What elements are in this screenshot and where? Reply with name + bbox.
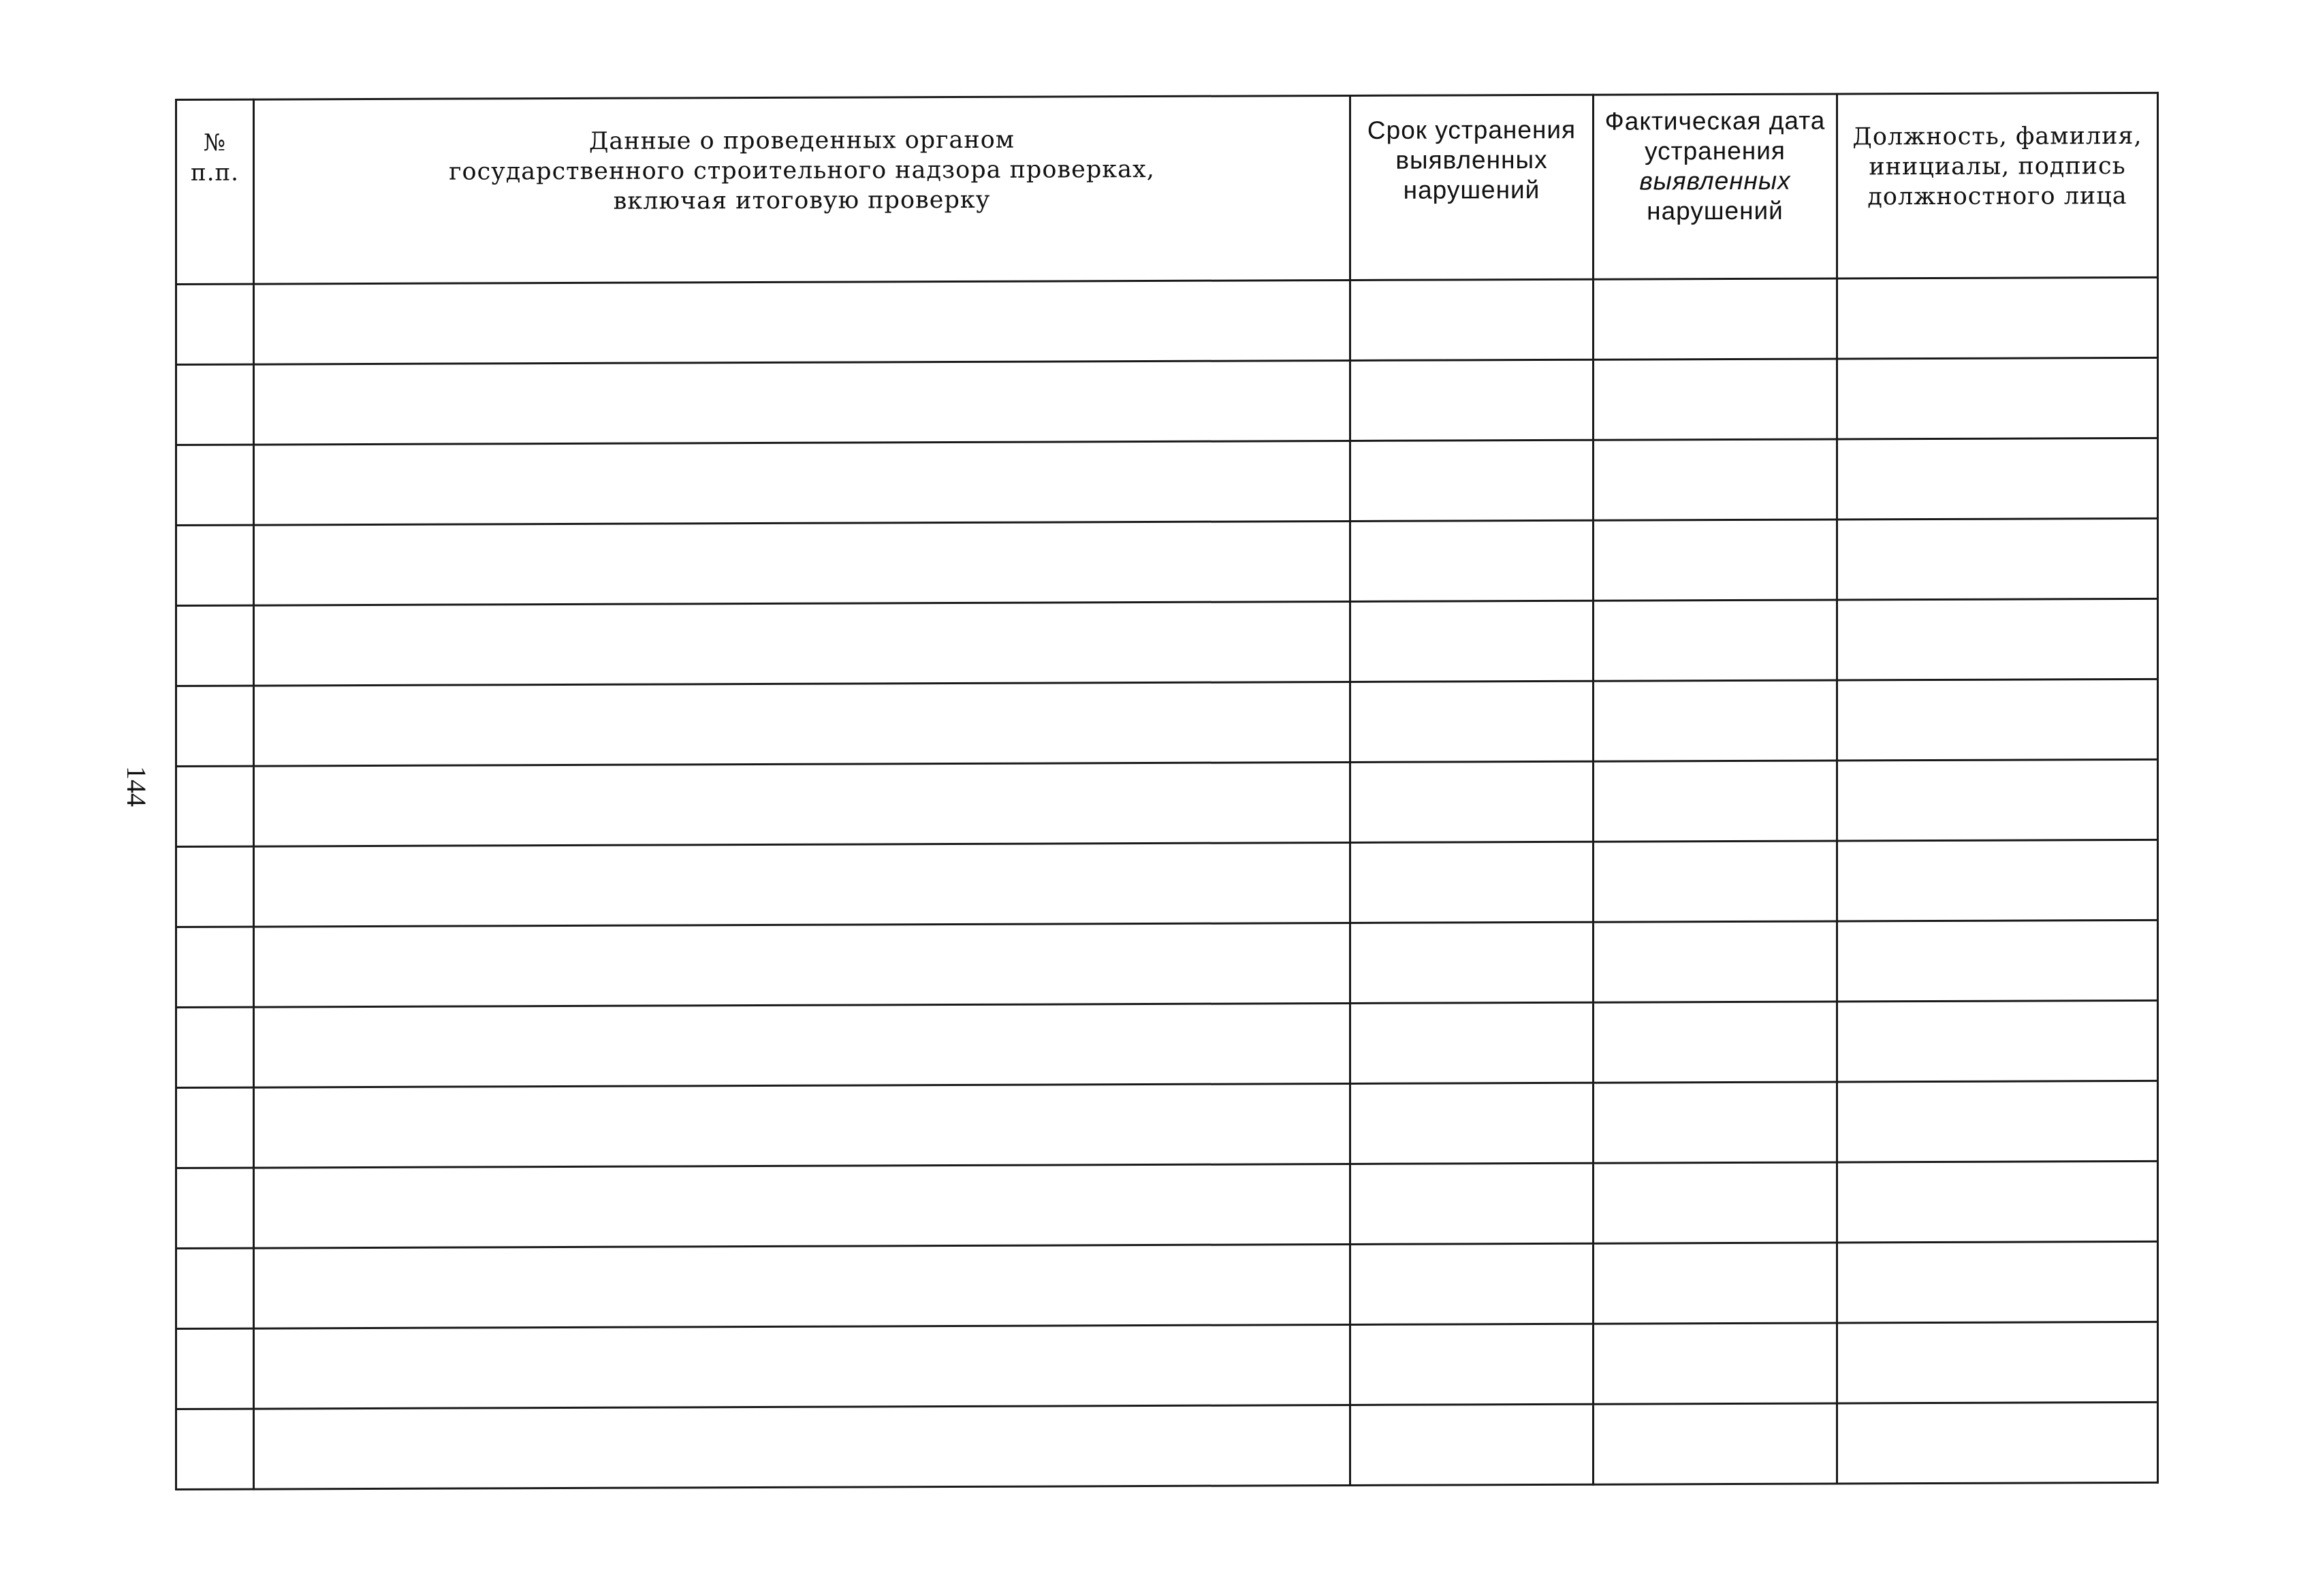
table-cell-official bbox=[1837, 759, 2158, 841]
table-cell-official bbox=[1837, 1322, 2158, 1403]
table-cell-actual bbox=[1594, 359, 1837, 440]
header-line: Данные о проведенных органом bbox=[588, 126, 1015, 155]
header-line: инициалы, подпись bbox=[1869, 153, 2126, 181]
table-cell-num bbox=[176, 686, 254, 766]
header-actual-date bbox=[1594, 94, 1837, 279]
table-row bbox=[176, 920, 2158, 1007]
table-row bbox=[176, 438, 2158, 525]
table-cell-data bbox=[254, 842, 1350, 927]
table-row bbox=[176, 1402, 2158, 1489]
table-cell-data bbox=[254, 682, 1350, 766]
table-cell-actual bbox=[1594, 520, 1837, 601]
table-cell-num bbox=[176, 846, 254, 927]
table-cell-deadline bbox=[1350, 681, 1594, 762]
header-number bbox=[176, 99, 254, 284]
table-cell-deadline bbox=[1350, 1002, 1594, 1083]
table-cell-actual bbox=[1594, 1002, 1837, 1083]
table-cell-data bbox=[254, 1003, 1350, 1087]
table-body bbox=[176, 277, 2158, 1489]
table-cell-num bbox=[176, 284, 254, 364]
header-line: выявленных bbox=[1639, 166, 1791, 195]
header-line: п.п. bbox=[191, 159, 239, 187]
table-cell-num bbox=[176, 1168, 254, 1248]
table-cell-data bbox=[254, 521, 1350, 605]
table-cell-data bbox=[254, 441, 1350, 525]
table-cell-official bbox=[1837, 277, 2158, 359]
table-cell-actual bbox=[1594, 761, 1837, 842]
table-row bbox=[176, 518, 2158, 605]
table-cell-deadline bbox=[1350, 520, 1594, 601]
table-row bbox=[176, 277, 2158, 364]
table-cell-num bbox=[176, 927, 254, 1007]
table-cell-actual bbox=[1594, 1243, 1837, 1324]
table-cell-official bbox=[1837, 1000, 2158, 1082]
table-header-row bbox=[176, 93, 2158, 284]
table-row bbox=[176, 840, 2158, 927]
table-row bbox=[176, 1000, 2158, 1087]
header-official bbox=[1837, 93, 2158, 278]
header-line: включая итоговую проверку bbox=[613, 186, 991, 215]
header-inspection-data bbox=[254, 95, 1350, 284]
header-line: нарушений bbox=[1403, 176, 1540, 204]
table-row bbox=[176, 1322, 2158, 1409]
table-cell-deadline bbox=[1350, 842, 1594, 923]
table-cell-data bbox=[254, 923, 1350, 1007]
table-cell-deadline bbox=[1350, 922, 1594, 1003]
header-line: должностного лица bbox=[1867, 182, 2127, 211]
table-cell-deadline bbox=[1350, 1324, 1594, 1405]
table-cell-num bbox=[176, 445, 254, 525]
header-line: № bbox=[203, 129, 227, 157]
inspection-log-table bbox=[175, 92, 2159, 1490]
page-number: 144 bbox=[121, 766, 152, 807]
table-row bbox=[176, 357, 2158, 445]
table-cell-official bbox=[1837, 598, 2158, 680]
table-cell-deadline bbox=[1350, 440, 1594, 521]
table-cell-official bbox=[1837, 920, 2158, 1002]
table-cell-deadline bbox=[1350, 601, 1594, 682]
table-cell-data bbox=[254, 1244, 1350, 1328]
table-cell-deadline bbox=[1350, 1163, 1594, 1244]
header-line: нарушений bbox=[1647, 196, 1784, 225]
table-cell-official bbox=[1837, 438, 2158, 520]
table-cell-data bbox=[254, 1083, 1350, 1168]
table-cell-actual bbox=[1594, 439, 1837, 520]
table-row bbox=[176, 1161, 2158, 1248]
table-row bbox=[176, 1081, 2158, 1168]
table-cell-num bbox=[176, 605, 254, 686]
table-cell-data bbox=[254, 1164, 1350, 1248]
table-cell-deadline bbox=[1350, 1404, 1594, 1485]
table-cell-deadline bbox=[1350, 360, 1594, 441]
table-cell-num bbox=[176, 364, 254, 445]
table-cell-num bbox=[176, 1328, 254, 1409]
table-cell-num bbox=[176, 525, 254, 605]
table-cell-data bbox=[254, 601, 1350, 686]
table-cell-num bbox=[176, 766, 254, 846]
table-row bbox=[176, 759, 2158, 846]
table-cell-num bbox=[176, 1007, 254, 1087]
table-cell-official bbox=[1837, 679, 2158, 761]
table-cell-official bbox=[1837, 518, 2158, 600]
table-cell-num bbox=[176, 1409, 254, 1489]
table-row bbox=[176, 1241, 2158, 1328]
table-cell-official bbox=[1837, 1241, 2158, 1323]
table-cell-official bbox=[1837, 357, 2158, 439]
table-cell-actual bbox=[1594, 600, 1837, 681]
table-cell-num bbox=[176, 1248, 254, 1328]
table-cell-deadline bbox=[1350, 1083, 1594, 1164]
table-cell-actual bbox=[1594, 841, 1837, 922]
table-cell-data bbox=[254, 1324, 1350, 1409]
table-cell-deadline bbox=[1350, 761, 1594, 842]
table-cell-deadline bbox=[1350, 1243, 1594, 1324]
table-cell-official bbox=[1837, 840, 2158, 921]
table-cell-actual bbox=[1594, 1162, 1837, 1243]
table-cell-official bbox=[1837, 1402, 2158, 1484]
table-cell-data bbox=[254, 360, 1350, 445]
table-cell-data bbox=[254, 280, 1350, 364]
header-line: Должность, фамилия, bbox=[1852, 122, 2142, 151]
table-cell-official bbox=[1837, 1161, 2158, 1243]
table-cell-actual bbox=[1594, 278, 1837, 360]
table-cell-actual bbox=[1594, 1082, 1837, 1163]
table-cell-num bbox=[176, 1087, 254, 1168]
table-cell-official bbox=[1837, 1081, 2158, 1162]
table-cell-data bbox=[254, 762, 1350, 846]
header-line: государственного строительного надзора проверках, bbox=[449, 155, 1155, 186]
table-cell-actual bbox=[1594, 1403, 1837, 1484]
table-cell-actual bbox=[1594, 921, 1837, 1002]
table-cell-data bbox=[254, 1405, 1350, 1489]
header-line: Срок устранения bbox=[1367, 115, 1577, 144]
table-row bbox=[176, 598, 2158, 686]
header-line: выявленных bbox=[1395, 145, 1548, 174]
table-row bbox=[176, 679, 2158, 766]
table-cell-deadline bbox=[1350, 279, 1594, 360]
header-deadline bbox=[1350, 95, 1594, 280]
header-line: Фактическая дата bbox=[1604, 106, 1826, 135]
table-cell-actual bbox=[1594, 680, 1837, 761]
table-cell-actual bbox=[1594, 1323, 1837, 1404]
header-line: устранения bbox=[1645, 136, 1786, 165]
